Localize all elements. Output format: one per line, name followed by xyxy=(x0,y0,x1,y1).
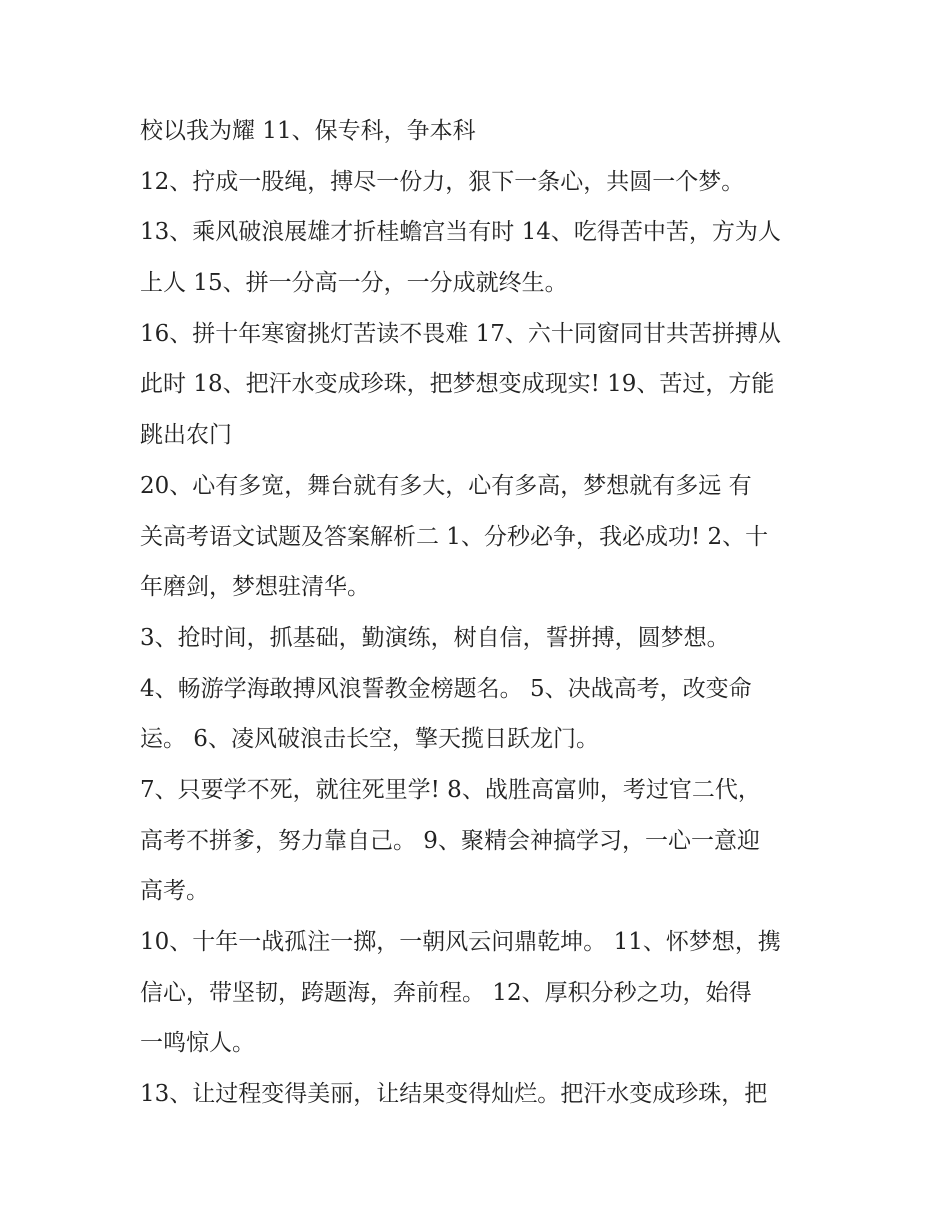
text-line: 10、十年一战孤注一掷，一朝风云问鼎乾坤。 11、怀梦想，携 xyxy=(140,929,781,955)
text-line: 20、心有多宽，舞台就有多大，心有多高，梦想就有多远 有 xyxy=(140,472,752,499)
text-line: 4、畅游学海敢搏风浪誓教金榜题名。 5、决战高考，改变命 xyxy=(140,675,752,702)
text-line: 16、拼十年寒窗挑灯苦读不畏难 17、六十同窗同甘共苦拼搏从 xyxy=(140,320,781,347)
text-line: 一鸣惊人。 xyxy=(140,1030,255,1057)
text-line: 高考不拼爹，努力靠自己。 9、聚精会神搞学习，一心一意迎 xyxy=(140,827,760,854)
text-line: 13、乘风破浪展雄才折桂蟾宫当有时 14、吃得苦中苦，方为人 xyxy=(140,219,781,246)
text-line: 高考。 xyxy=(140,878,209,905)
text-line: 7、只要学不死，就往死里学! 8、战胜高富帅，考过官二代， xyxy=(140,776,761,803)
text-line: 3、抢时间，抓基础，勤演练，树自信，誓拼搏，圆梦想。 xyxy=(140,624,730,651)
text-line: 此时 18、把汗水变成珍珠，把梦想变成现实! 19、苦过，方能 xyxy=(140,371,775,398)
text-line: 上人 15、拼一分高一分，一分成就终生。 xyxy=(140,270,568,297)
text-line: 年磨剑，梦想驻清华。 xyxy=(140,574,370,601)
text-line: 13、让过程变得美丽，让结果变得灿烂。把汗水变成珍珠，把 xyxy=(140,1081,768,1108)
text-line: 12、拧成一股绳，搏尽一份力，狠下一条心，共圆一个梦。 xyxy=(140,168,745,195)
text-line: 运。 6、凌风破浪击长空，擎天揽日跃龙门。 xyxy=(140,726,599,753)
text-line: 关高考语文试题及答案解析二 1、分秒必争，我必成功! 2、十 xyxy=(140,523,769,550)
text-line: 信心，带坚韧，跨题海，奔前程。 12、厚积分秒之功，始得 xyxy=(140,979,752,1006)
text-line: 校以我为耀 11、保专科，争本科 xyxy=(140,118,476,144)
text-line: 跳出农门 xyxy=(140,422,232,449)
document-body xyxy=(140,106,820,1120)
